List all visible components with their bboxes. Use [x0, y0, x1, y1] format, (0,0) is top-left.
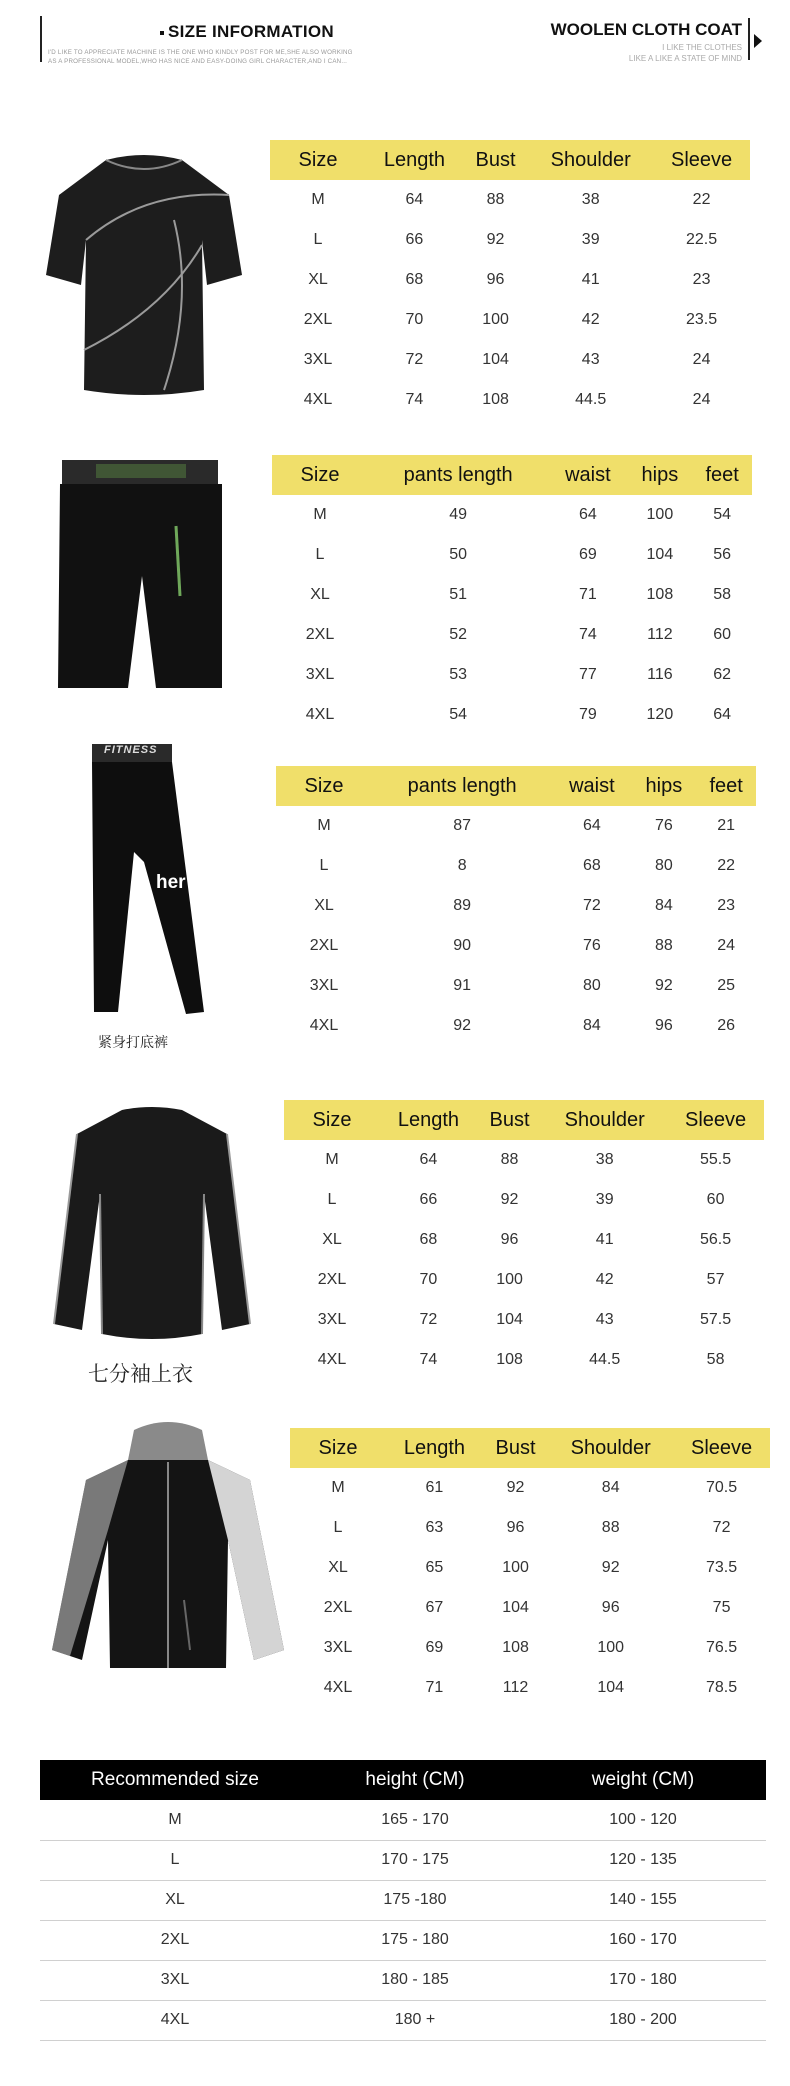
table-cell: 84 — [654, 897, 673, 914]
table-cell: XL — [322, 1231, 342, 1248]
table-cell: 41 — [581, 271, 600, 288]
table-cell: 92 — [506, 1479, 525, 1496]
table-cell: 76.5 — [706, 1639, 738, 1656]
header-arrow-icon — [754, 34, 762, 48]
table-cell: 84 — [601, 1479, 620, 1496]
table-cell: 21 — [717, 817, 736, 834]
table-row — [276, 1006, 756, 1046]
table-cell: 43 — [581, 351, 600, 368]
col-bust: Bust — [463, 140, 528, 180]
col-shoulder: Shoulder — [528, 140, 653, 180]
table-row — [270, 260, 750, 300]
table-cell: 3XL — [303, 351, 333, 368]
table-cell: 23.5 — [686, 311, 718, 328]
table-row — [284, 1140, 764, 1180]
table-cell: 92 — [453, 1017, 472, 1034]
table-cell: 72 — [582, 897, 601, 914]
recommended-row — [40, 1840, 766, 1880]
table-cell: 23 — [692, 271, 711, 288]
table-cell: M — [311, 191, 325, 208]
header-right-subtitle — [629, 42, 742, 64]
table-header-row — [290, 1428, 770, 1468]
table-cell: 4XL — [323, 1679, 353, 1696]
recommended-cell: XL — [40, 1880, 310, 1920]
header-subtitle-line-2: AS A PROFESSIONAL MODEL,WHO HAS NICE AND EASY-DOING GIRL CHARACTER,AND I CAN... — [48, 58, 348, 65]
table-cell: 53 — [449, 666, 468, 683]
table-cell: M — [313, 506, 327, 523]
col-length: Length — [380, 1100, 477, 1140]
table-cell: 4XL — [309, 1017, 339, 1034]
table-cell: 54 — [449, 706, 468, 723]
table-cell: 8 — [457, 857, 467, 874]
table-cell: L — [327, 1191, 337, 1208]
recommended-size-table — [40, 1760, 766, 2041]
table-row — [272, 495, 752, 535]
table-cell: 54 — [713, 506, 732, 523]
col-recommended-size: Recommended size — [40, 1760, 310, 1800]
table-cell: 3XL — [317, 1311, 347, 1328]
recommended-cell: 3XL — [40, 1960, 310, 2000]
recommended-header-row — [40, 1760, 766, 1800]
header-subtitle — [48, 48, 408, 66]
table-cell: 56 — [713, 546, 732, 563]
col-bust: Bust — [483, 1428, 548, 1468]
table-row — [276, 926, 756, 966]
col-size: Size — [272, 455, 368, 495]
table-cell: L — [313, 231, 323, 248]
table-cell: 50 — [449, 546, 468, 563]
col-shoulder: Shoulder — [548, 1428, 673, 1468]
recommended-row — [40, 1960, 766, 2000]
table-cell: 104 — [482, 351, 509, 368]
table-row — [290, 1668, 770, 1708]
table-row — [284, 1340, 764, 1380]
table-cell: 62 — [713, 666, 732, 683]
table-cell: 79 — [578, 706, 597, 723]
table-row — [290, 1548, 770, 1588]
col-hips: hips — [627, 455, 692, 495]
page-title: SIZE INFORMATION — [168, 22, 334, 41]
table-row — [284, 1300, 764, 1340]
table-cell: 25 — [717, 977, 736, 994]
leggings-size-table — [276, 766, 756, 1046]
col-size: Size — [276, 766, 372, 806]
table-cell: 69 — [578, 546, 597, 563]
table-cell: 39 — [595, 1191, 614, 1208]
table-cell: 96 — [654, 1017, 673, 1034]
recommended-cell: 160 - 170 — [520, 1920, 766, 1960]
recommended-cell: 4XL — [40, 2000, 310, 2040]
table-row — [276, 806, 756, 846]
table-cell: 90 — [453, 937, 472, 954]
col-waist: waist — [552, 766, 631, 806]
col-sleeve: Sleeve — [667, 1100, 764, 1140]
table-cell: 89 — [453, 897, 472, 914]
table-cell: 91 — [453, 977, 472, 994]
table-cell: 104 — [646, 546, 674, 563]
table-cell: 64 — [713, 706, 732, 723]
table-row — [290, 1468, 770, 1508]
table-cell: 56.5 — [700, 1231, 732, 1248]
table-cell: 92 — [601, 1559, 620, 1576]
table-cell: M — [331, 1479, 345, 1496]
table-cell: 3XL — [309, 977, 339, 994]
table-cell: 73.5 — [706, 1559, 738, 1576]
table-cell: 87 — [453, 817, 472, 834]
leggings-overlay-right: her — [156, 872, 186, 893]
table-cell: 68 — [419, 1231, 438, 1248]
table-cell: XL — [314, 897, 334, 914]
shorts-image — [56, 456, 226, 692]
header-subtitle-line-1: I'D LIKE TO APPRECIATE MACHINE IS THE ONE WHO KINDLY POST FOR ME,SHE ALSO WORKING — [48, 49, 353, 56]
table-cell: 22 — [692, 191, 711, 208]
table-cell: 80 — [654, 857, 673, 874]
leggings-image — [88, 742, 208, 1022]
hooded-jacket-image — [50, 1420, 286, 1670]
table-cell: 112 — [502, 1679, 529, 1696]
table-cell: 58 — [706, 1351, 725, 1368]
col-sleeve: Sleeve — [653, 140, 750, 180]
table-cell: XL — [310, 586, 330, 603]
table-cell: 2XL — [305, 626, 335, 643]
table-cell: 64 — [419, 1151, 438, 1168]
table-row — [290, 1588, 770, 1628]
table-cell: 70 — [419, 1271, 438, 1288]
table-cell: 4XL — [305, 706, 335, 723]
table-cell: 66 — [419, 1191, 438, 1208]
header-right-title: WOOLEN CLOTH COAT — [550, 20, 742, 39]
recommended-cell: 180 - 200 — [520, 2000, 766, 2040]
table-cell: 2XL — [309, 937, 339, 954]
header-right-subtitle-line-1: I LIKE THE CLOTHES — [662, 43, 742, 52]
col-bust: Bust — [477, 1100, 542, 1140]
recommended-cell: 100 - 120 — [520, 1800, 766, 1840]
col-size: Size — [270, 140, 366, 180]
title-bullet — [160, 31, 164, 35]
table-row — [272, 535, 752, 575]
table-cell: 71 — [425, 1679, 444, 1696]
table-cell: 42 — [581, 311, 600, 328]
col-pants-length: pants length — [368, 455, 548, 495]
table-cell: 60 — [713, 626, 732, 643]
table-row — [272, 695, 752, 735]
table-row — [272, 575, 752, 615]
table-cell: 96 — [486, 271, 505, 288]
col-sleeve: Sleeve — [673, 1428, 770, 1468]
col-height: height (CM) — [310, 1760, 520, 1800]
table-row — [284, 1180, 764, 1220]
table-cell: 100 — [597, 1639, 625, 1656]
table-cell: 74 — [578, 626, 597, 643]
table-cell: 2XL — [323, 1599, 353, 1616]
table-cell: 96 — [601, 1599, 620, 1616]
table-cell: 2XL — [317, 1271, 347, 1288]
table-row — [290, 1508, 770, 1548]
header-right-subtitle-line-2: LIKE A LIKE A STATE OF MIND — [628, 54, 742, 63]
table-cell: 88 — [500, 1151, 519, 1168]
table-cell: 26 — [717, 1017, 736, 1034]
table-cell: 41 — [595, 1231, 614, 1248]
recommended-row — [40, 2000, 766, 2040]
table-row — [290, 1628, 770, 1668]
table-cell: 120 — [646, 706, 674, 723]
table-cell: 92 — [500, 1191, 519, 1208]
table-cell: 104 — [502, 1599, 529, 1616]
table-cell: 63 — [425, 1519, 444, 1536]
leggings-overlay-left: e — [78, 872, 89, 893]
table-cell: 68 — [405, 271, 424, 288]
table-cell: 24 — [692, 391, 711, 408]
table-cell: 66 — [405, 231, 424, 248]
table-cell: 92 — [654, 977, 673, 994]
table-header-row — [276, 766, 756, 806]
table-cell: 108 — [646, 586, 674, 603]
col-feet: feet — [696, 766, 756, 806]
table-cell: 84 — [582, 1017, 601, 1034]
table-cell: 38 — [581, 191, 600, 208]
table-cell: 64 — [578, 506, 597, 523]
table-cell: 108 — [482, 391, 509, 408]
table-row — [270, 300, 750, 340]
shorts-size-table — [272, 455, 752, 735]
table-cell: 92 — [486, 231, 505, 248]
col-hips: hips — [631, 766, 696, 806]
table-cell: 76 — [654, 817, 673, 834]
table-cell: 68 — [582, 857, 601, 874]
table-cell: 38 — [595, 1151, 614, 1168]
table-cell: 100 — [646, 506, 674, 523]
table-cell: XL — [328, 1559, 348, 1576]
table-cell: 44.5 — [589, 1351, 621, 1368]
table-cell: M — [325, 1151, 339, 1168]
table-cell: 24 — [717, 937, 736, 954]
table-row — [272, 615, 752, 655]
recommended-cell: 165 - 170 — [310, 1800, 520, 1840]
table-cell: 70 — [405, 311, 424, 328]
table-cell: 100 — [496, 1271, 523, 1288]
table-cell: 112 — [647, 626, 673, 643]
long-sleeve-size-table — [284, 1100, 764, 1380]
leggings-caption: 紧身打底裤 — [98, 1034, 168, 1050]
table-cell: 49 — [449, 506, 468, 523]
recommended-cell: 140 - 155 — [520, 1880, 766, 1920]
table-cell: 58 — [713, 586, 732, 603]
table-cell: 69 — [425, 1639, 444, 1656]
header-left-bar — [40, 16, 42, 62]
table-cell: 43 — [595, 1311, 614, 1328]
col-length: Length — [386, 1428, 483, 1468]
table-row — [270, 180, 750, 220]
table-row — [276, 966, 756, 1006]
table-cell: 57.5 — [700, 1311, 732, 1328]
short-sleeve-size-table — [270, 140, 750, 420]
table-cell: L — [315, 546, 325, 563]
recommended-cell: 2XL — [40, 1920, 310, 1960]
table-cell: 116 — [647, 666, 673, 683]
table-cell: 60 — [706, 1191, 725, 1208]
header-right-bar — [748, 18, 750, 60]
table-cell: 24 — [692, 351, 711, 368]
table-cell: 67 — [425, 1599, 444, 1616]
table-row — [270, 220, 750, 260]
table-cell: 72 — [712, 1519, 731, 1536]
table-cell: 72 — [419, 1311, 438, 1328]
recommended-cell: 180 - 185 — [310, 1960, 520, 2000]
table-cell: 100 — [502, 1559, 529, 1576]
col-weight: weight (CM) — [520, 1760, 766, 1800]
table-cell: 72 — [405, 351, 424, 368]
col-size: Size — [290, 1428, 386, 1468]
table-cell: 23 — [717, 897, 736, 914]
table-cell: 88 — [601, 1519, 620, 1536]
table-cell: 57 — [706, 1271, 725, 1288]
table-cell: 100 — [482, 311, 509, 328]
recommended-cell: M — [40, 1800, 310, 1840]
table-cell: 96 — [500, 1231, 519, 1248]
table-cell: 3XL — [305, 666, 335, 683]
table-cell: 70.5 — [706, 1479, 738, 1496]
table-cell: 96 — [506, 1519, 525, 1536]
table-row — [284, 1260, 764, 1300]
table-cell: 74 — [405, 391, 424, 408]
table-row — [270, 380, 750, 420]
table-cell: 22.5 — [686, 231, 718, 248]
col-feet: feet — [692, 455, 752, 495]
table-header-row — [284, 1100, 764, 1140]
table-cell: 39 — [581, 231, 600, 248]
table-row — [276, 886, 756, 926]
table-cell: 71 — [578, 586, 597, 603]
col-shoulder: Shoulder — [542, 1100, 667, 1140]
table-cell: 44.5 — [575, 391, 607, 408]
table-cell: 88 — [486, 191, 505, 208]
recommended-cell: L — [40, 1840, 310, 1880]
long-sleeve-shirt-image — [52, 1104, 252, 1344]
table-cell: 108 — [502, 1639, 529, 1656]
table-cell: 51 — [449, 586, 468, 603]
table-header-row — [272, 455, 752, 495]
table-cell: 78.5 — [706, 1679, 738, 1696]
table-row — [272, 655, 752, 695]
recommended-row — [40, 1920, 766, 1960]
table-cell: 80 — [582, 977, 601, 994]
table-cell: 55.5 — [700, 1151, 732, 1168]
table-row — [270, 340, 750, 380]
table-row — [284, 1220, 764, 1260]
table-cell: 22 — [717, 857, 736, 874]
table-cell: 64 — [582, 817, 601, 834]
recommended-cell: 120 - 135 — [520, 1840, 766, 1880]
table-cell: 104 — [597, 1679, 625, 1696]
table-cell: 104 — [496, 1311, 523, 1328]
table-cell: 74 — [419, 1351, 438, 1368]
col-pants-length: pants length — [372, 766, 552, 806]
table-cell: 52 — [449, 626, 468, 643]
table-cell: 4XL — [303, 391, 333, 408]
short-sleeve-shirt-image — [44, 150, 244, 400]
table-cell: 61 — [425, 1479, 444, 1496]
recommended-cell: 170 - 175 — [310, 1840, 520, 1880]
table-cell: 88 — [654, 937, 673, 954]
table-cell: XL — [308, 271, 328, 288]
table-cell: L — [319, 857, 329, 874]
recommended-cell: 175 - 180 — [310, 1920, 520, 1960]
leggings-waistband-text: FITNESS — [104, 744, 158, 756]
table-cell: 75 — [712, 1599, 731, 1616]
recommended-row — [40, 1880, 766, 1920]
table-cell: 76 — [582, 937, 601, 954]
recommended-row — [40, 1800, 766, 1840]
table-cell: 4XL — [317, 1351, 347, 1368]
table-cell: 2XL — [303, 311, 333, 328]
col-length: Length — [366, 140, 463, 180]
table-row — [276, 846, 756, 886]
table-cell: 3XL — [323, 1639, 353, 1656]
table-cell: 64 — [405, 191, 424, 208]
table-cell: M — [317, 817, 331, 834]
recommended-cell: 175 -180 — [310, 1880, 520, 1920]
table-header-row — [270, 140, 750, 180]
recommended-cell: 170 - 180 — [520, 1960, 766, 2000]
long-sleeve-caption: 七分袖上衣 — [88, 1363, 193, 1386]
col-waist: waist — [548, 455, 627, 495]
recommended-cell: 180 + — [310, 2000, 520, 2040]
table-cell: 42 — [595, 1271, 614, 1288]
table-cell: 65 — [425, 1559, 444, 1576]
table-cell: 77 — [578, 666, 597, 683]
table-cell: 108 — [496, 1351, 523, 1368]
col-size: Size — [284, 1100, 380, 1140]
hooded-jacket-size-table — [290, 1428, 770, 1708]
table-cell: L — [333, 1519, 343, 1536]
